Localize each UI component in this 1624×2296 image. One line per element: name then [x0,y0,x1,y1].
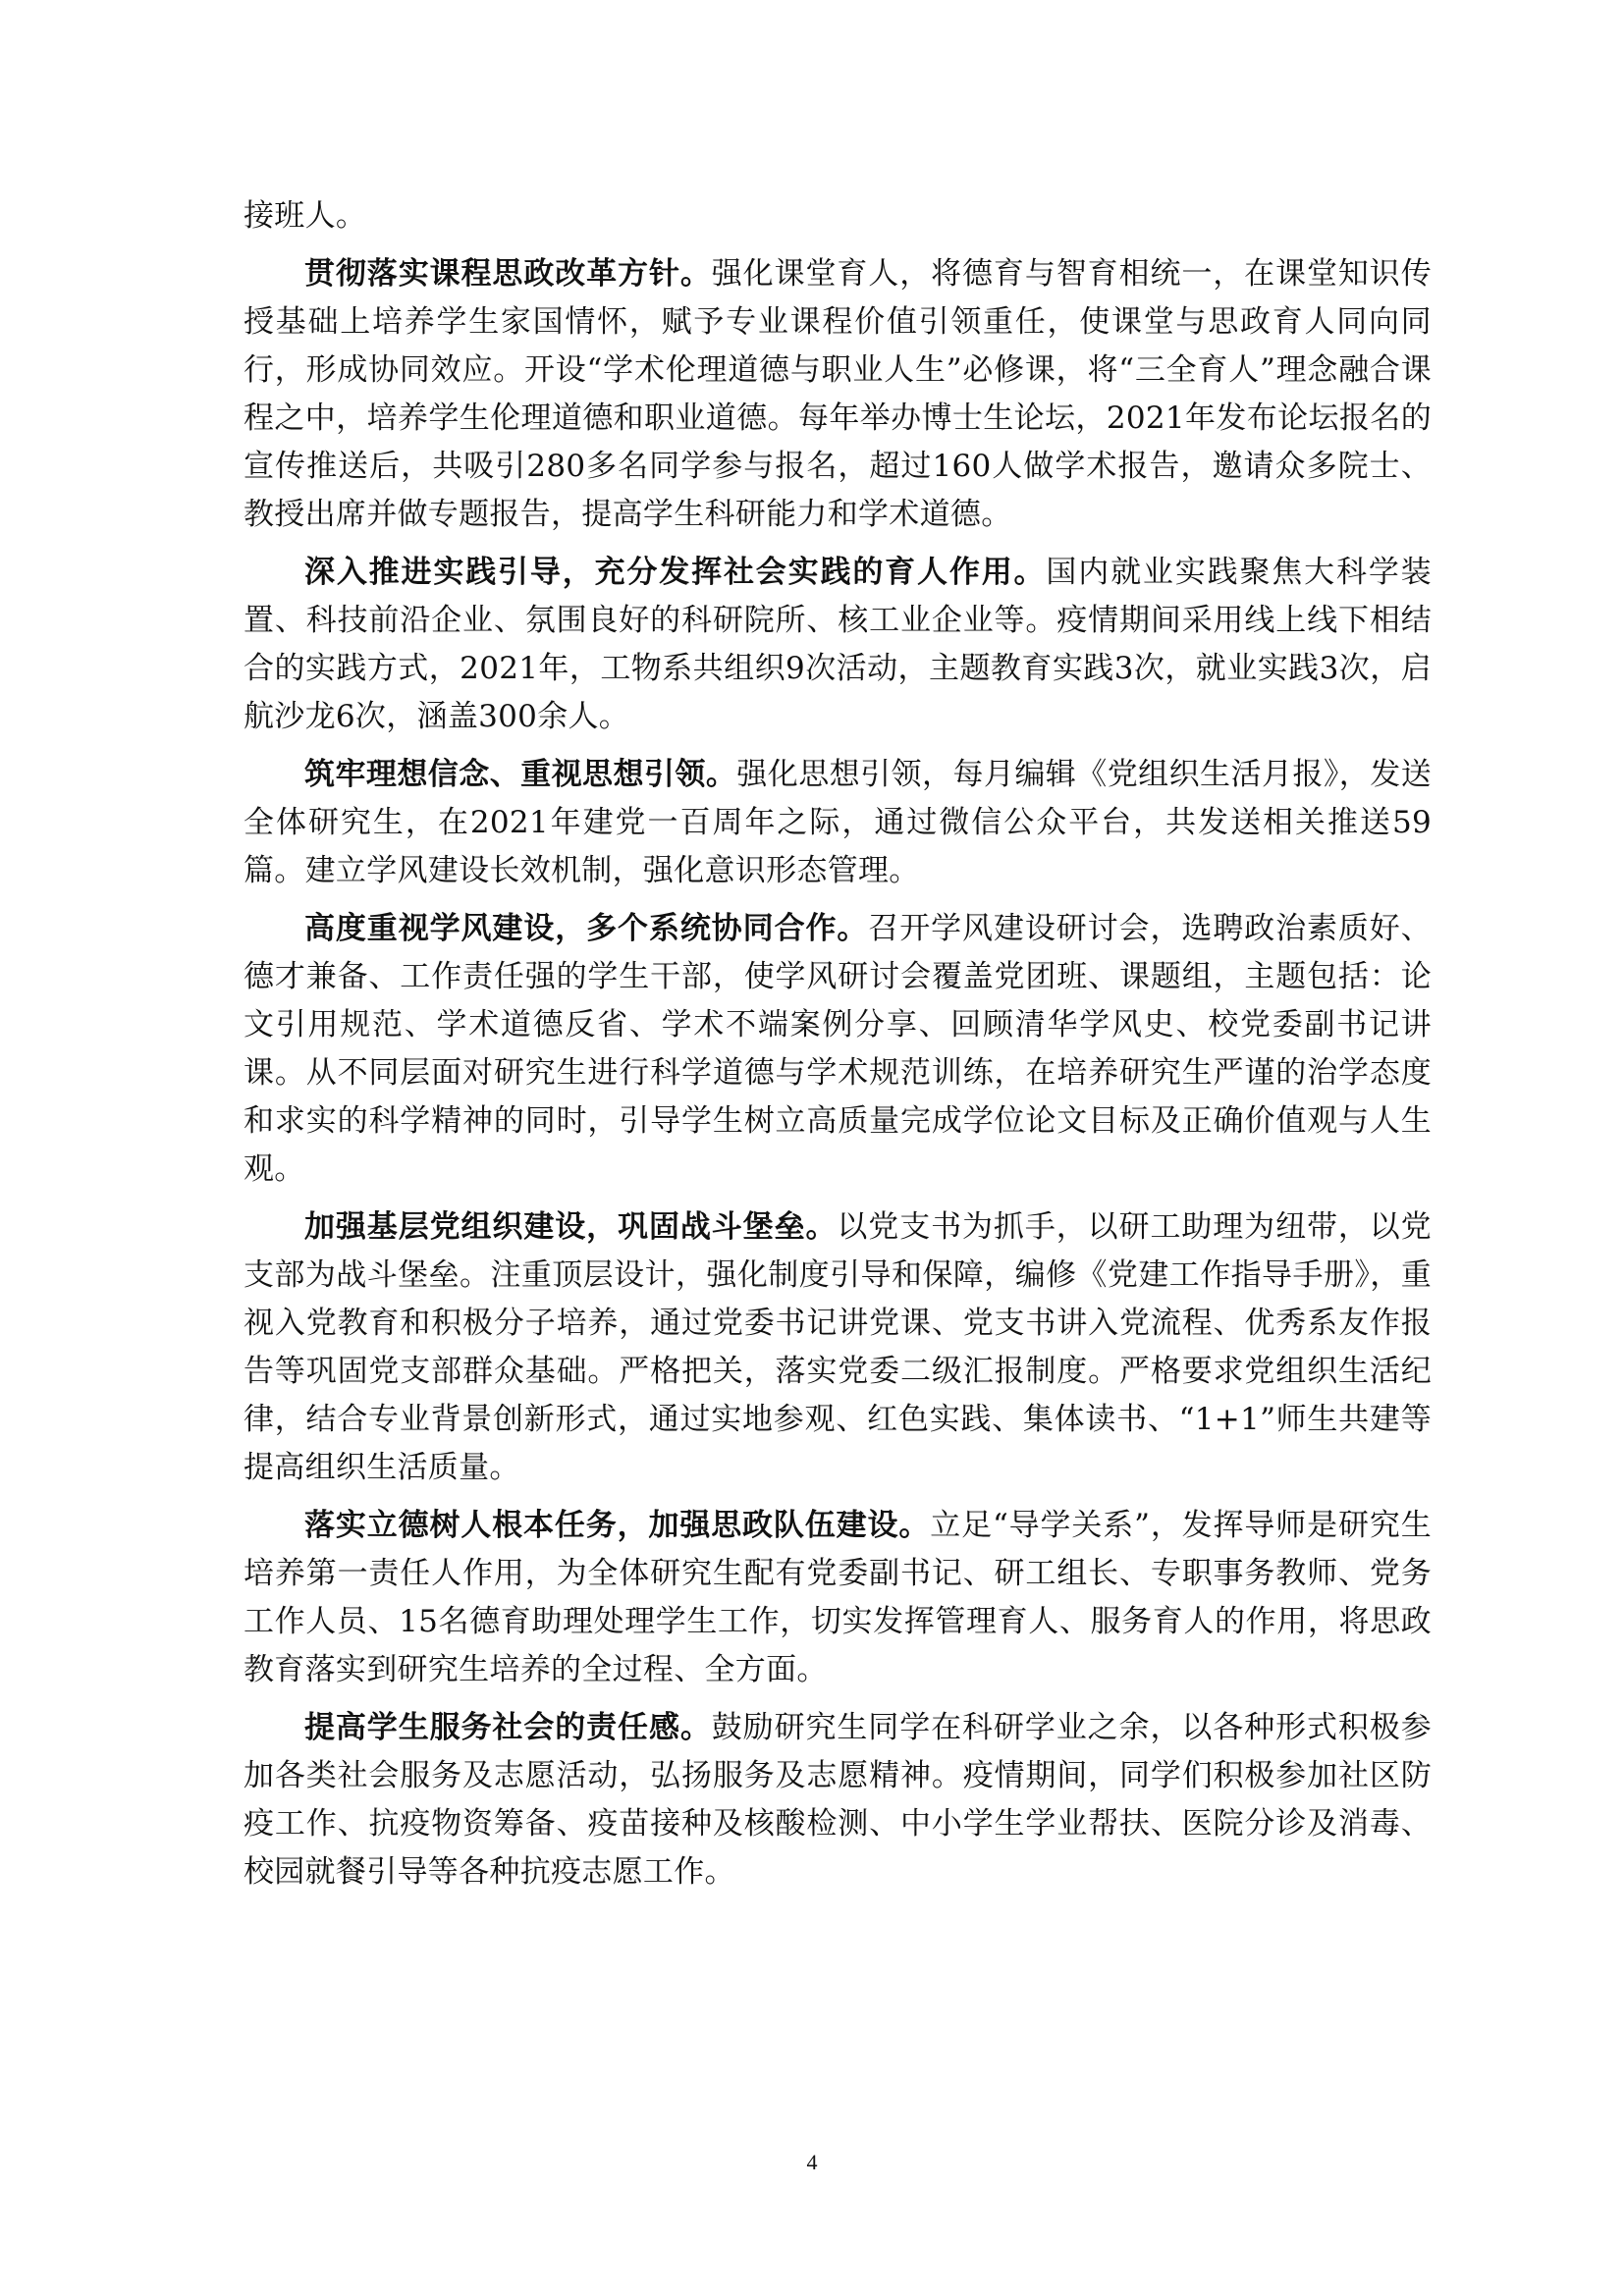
paragraph-0 [244,192,1432,240]
paragraph-text: 鼓励研究生同学在科研学业之余，以各种形式积极参加各类社会服务及志愿活动，弘扬服务及志愿精神。疫情期间，同学们积极参加社区防疫工作、抗疫物资筹备、疫苗接种及核酸检测、中小学生学业帮扶、医院分诊及消毒、校园就餐引导等各种抗疫志愿工作。 [244,1710,1432,1890]
paragraph-5 [244,1203,1432,1492]
paragraph-text: 召开学风建设研讨会，选聘政治素质好、德才兼备、工作责任强的学生干部，使学风研讨会覆盖党团班、课题组，主题包括：论文引用规范、学术道德反省、学术不端案例分享、回顾清华学风史、校党委副书记讲课。从不同层面对研究生进行科学道德与学术规范训练，在培养研究生严谨的治学态度和求实的科学精神的同时，引导学生树立高质量完成学位论文目标及正确价值观与人生观。 [244,911,1432,1187]
paragraph-6 [244,1502,1432,1694]
document-body [244,192,1432,1906]
paragraph-text: 强化课堂育人，将德育与智育相统一，在课堂知识传授基础上培养学生家国情怀，赋予专业课程价值引领重任，使课堂与思政育人同向同行，形成协同效应。开设“学术伦理道德与职业人生”必修课，将“三全育人”理念融合课程之中，培养学生伦理道德和职业道德。每年举办博士生论坛，2021年发布论坛报名的宣传推送后，共吸引280多名同学参与报名，超过160人做学术报告，邀请众多院士、教授出席并做专题报告，提高学生科研能力和学术道德。 [244,256,1432,532]
paragraph-text: 接班人。 [244,198,367,234]
paragraph-4 [244,905,1432,1194]
paragraph-lead: 加强基层党组织建设，巩固战斗堡垒。 [304,1209,838,1245]
paragraph-lead: 高度重视学风建设，多个系统协同合作。 [304,911,869,946]
paragraph-text: 以党支书为抓手，以研工助理为纽带，以党支部为战斗堡垒。注重顶层设计，强化制度引导和保障，编修《党建工作指导手册》，重视入党教育和积极分子培养，通过党委书记讲党课、党支书讲入党流程、优秀系友作报告等巩固党支部群众基础。严格把关，落实党委二级汇报制度。严格要求党组织生活纪律，结合专业背景创新形式，通过实地参观、红色实践、集体读书、“1+1”师生共建等提高组织生活质量。 [244,1209,1432,1485]
page-number: 4 [806,2150,818,2174]
paragraph-lead: 贯彻落实课程思政改革方针。 [304,256,712,292]
paragraph-lead: 深入推进实践引导，充分发挥社会实践的育人作用。 [304,555,1047,590]
paragraph-text: 强化思想引领，每月编辑《党组织生活月报》，发送全体研究生，在2021年建党一百周年之际，通过微信公众平台，共发送相关推送59篇。建立学风建设长效机制，强化意识形态管理。 [244,757,1432,888]
paragraph-1 [244,250,1432,539]
paragraph-lead: 筑牢理想信念、重视思想引领。 [304,757,737,792]
paragraph-7 [244,1704,1432,1896]
paragraph-lead: 落实立德树人根本任务，加强思政队伍建设。 [304,1508,931,1543]
paragraph-2 [244,549,1432,741]
paragraph-text: 立足“导学关系”，发挥导师是研究生培养第一责任人作用，为全体研究生配有党委副书记、研工组长、专职事务教师、党务工作人员、15名德育助理处理学生工作，切实发挥管理育人、服务育人的作用，将思政教育落实到研究生培养的全过程、全方面。 [244,1508,1433,1687]
paragraph-text: 国内就业实践聚焦大科学装置、科技前沿企业、氛围良好的科研院所、核工业企业等。疫情期间采用线上线下相结合的实践方式，2021年，工物系共组织9次活动，主题教育实践3次，就业实践3次，启航沙龙6次，涵盖300余人。 [244,555,1432,734]
paragraph-3 [244,751,1432,895]
paragraph-lead: 提高学生服务社会的责任感。 [304,1710,712,1745]
